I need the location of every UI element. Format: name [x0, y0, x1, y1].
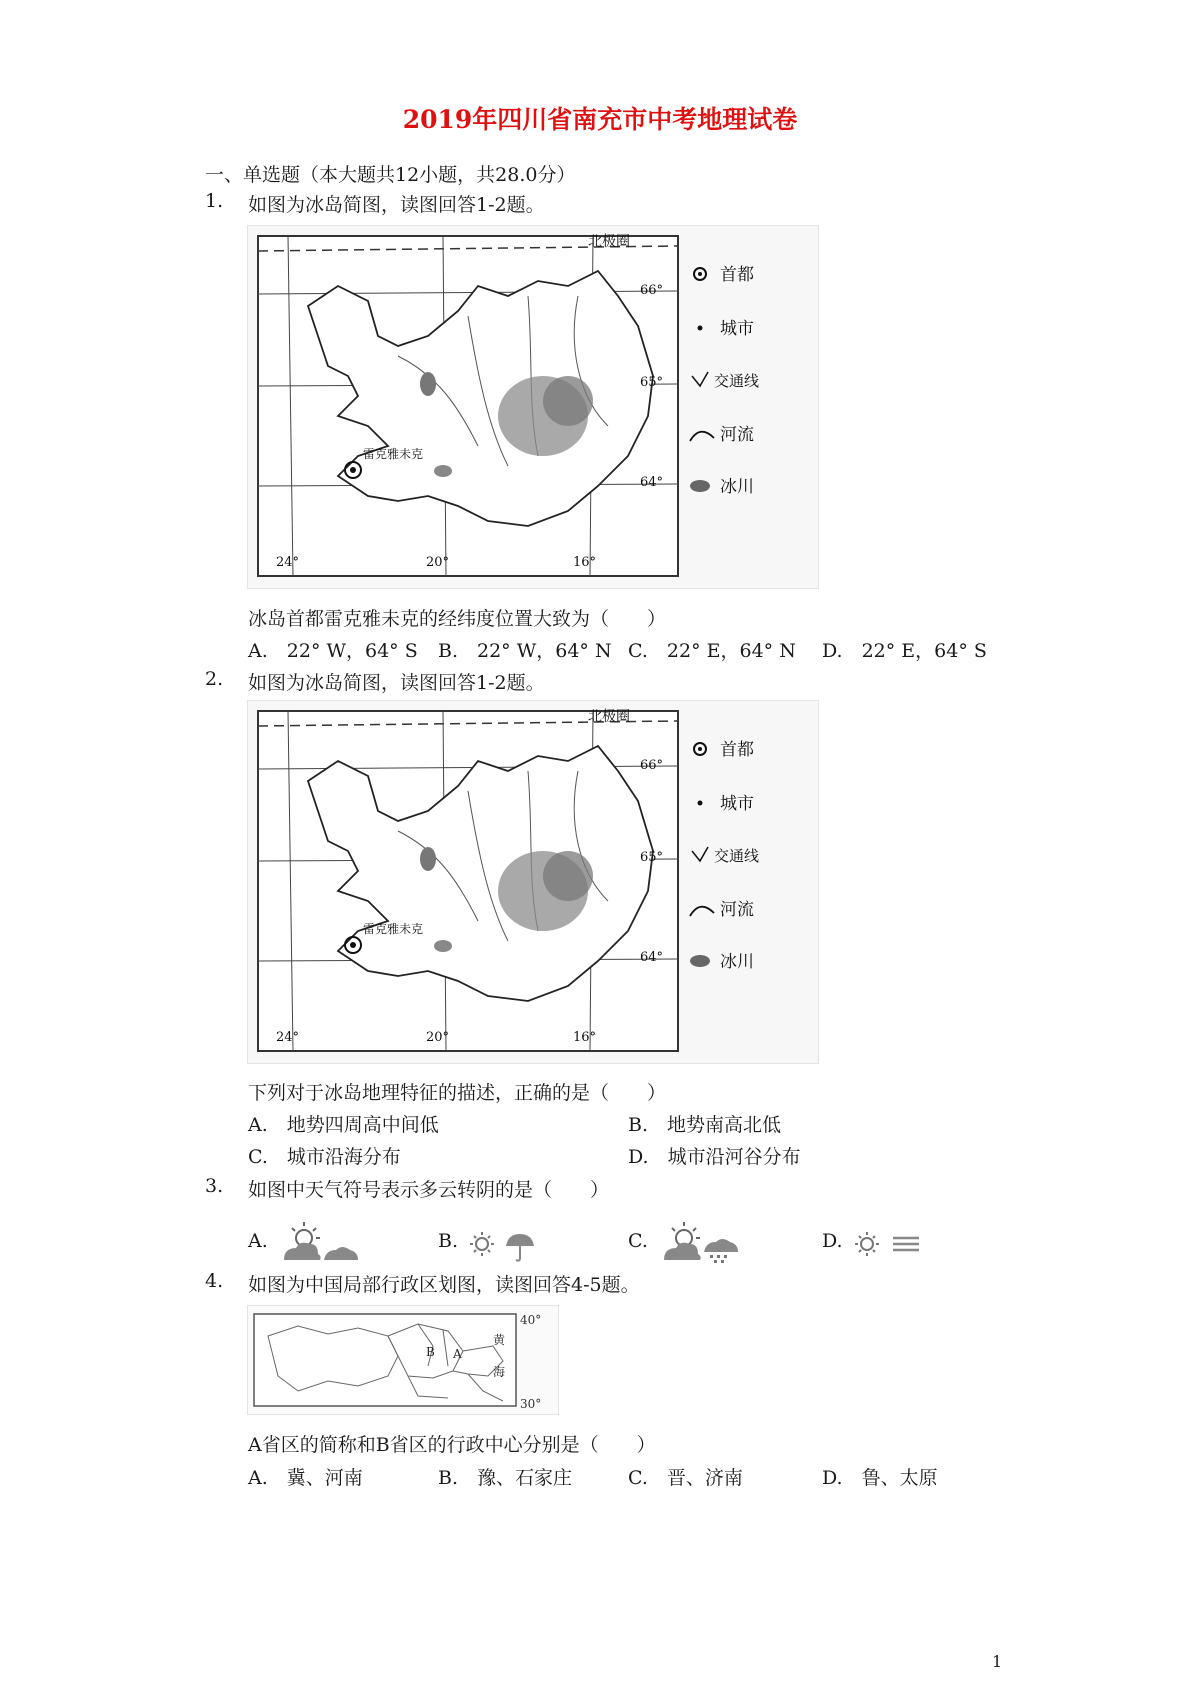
q3-option-d-label: D. — [822, 1230, 843, 1252]
q1-option-c: C. 22° E，64° N — [628, 640, 796, 662]
legend-river-icon — [690, 432, 714, 441]
arctic-circle-label: 北极圈 — [588, 709, 630, 725]
legend-river: 河流 — [720, 900, 754, 920]
lat-label-64: 64° — [640, 950, 664, 965]
lon-label-24: 24° — [276, 555, 300, 570]
question-2-number: 2. — [205, 668, 224, 690]
sunny-to-fog-icon — [849, 1220, 929, 1264]
china-region-map-drawing — [248, 1306, 558, 1414]
iceland-map-1 — [247, 225, 819, 589]
legend-river-icon — [690, 907, 714, 916]
lon-label-16: 16° — [573, 1030, 597, 1045]
iceland-map-2-drawing — [248, 701, 818, 1063]
q2-option-c: C. 城市沿海分布 — [248, 1146, 401, 1168]
region-b-label: B — [426, 1345, 435, 1359]
lat-label-65: 65° — [640, 375, 664, 390]
legend-glacier-icon — [690, 480, 710, 492]
q3-option-a — [248, 1220, 364, 1264]
lat-label-66: 66° — [640, 283, 664, 298]
iceland-map-1-drawing — [248, 226, 818, 588]
q1-option-a: A. 22° W，64° S — [248, 640, 418, 662]
legend-transport: 交通线 — [714, 847, 760, 865]
legend-glacier-icon — [690, 955, 710, 967]
lon-label-16: 16° — [573, 555, 597, 570]
iceland-map-2 — [247, 700, 819, 1064]
q3-option-b-label: B. — [438, 1230, 459, 1252]
legend-city-icon — [698, 801, 703, 806]
capital-label: 雷克雅未克 — [363, 922, 424, 936]
q2-option-a: A. 地势四周高中间低 — [248, 1114, 439, 1136]
question-3-text: 如图中天气符号表示多云转阴的是（ ） — [248, 1179, 610, 1201]
q3-option-d — [822, 1220, 929, 1264]
q4-option-d: D. 鲁、太原 — [822, 1467, 938, 1489]
q3-option-a-label: A. — [248, 1230, 268, 1252]
legend-transport-icon — [692, 847, 708, 861]
q1-option-b: B. 22° W，64° N — [438, 640, 612, 662]
q4-option-a: A. 冀、河南 — [248, 1467, 363, 1489]
question-2-prompt: 下列对于冰岛地理特征的描述，正确的是（ ） — [248, 1082, 667, 1104]
sunny-to-rain-icon — [464, 1220, 544, 1264]
region-a-label: A — [453, 1347, 462, 1361]
legend-capital: 首都 — [720, 265, 754, 285]
question-2-text: 如图为冰岛简图，读图回答1-2题。 — [248, 672, 545, 694]
page-title: 2019年四川省南充市中考地理试卷 — [402, 105, 798, 134]
question-4-number: 4. — [205, 1270, 224, 1292]
q4-option-c: C. 晋、济南 — [628, 1467, 743, 1489]
legend-transport-icon — [692, 372, 708, 386]
legend-capital: 首都 — [720, 740, 754, 760]
q3-option-c — [628, 1220, 744, 1264]
lat-label-66: 66° — [640, 758, 664, 773]
lon-label-20: 20° — [426, 555, 450, 570]
lon-label-24: 24° — [276, 1030, 300, 1045]
yellow-sea-label-2: 海 — [493, 1365, 506, 1379]
legend-city: 城市 — [720, 319, 754, 339]
q3-option-c-label: C. — [628, 1230, 648, 1252]
china-region-map — [247, 1305, 559, 1415]
legend-transport: 交通线 — [714, 372, 760, 390]
q3-option-b — [438, 1220, 544, 1264]
legend-glacier: 冰川 — [720, 952, 754, 972]
legend-city-icon — [698, 326, 703, 331]
q1-option-d: D. 22° E，64° S — [822, 640, 987, 662]
q2-option-d: D. 城市沿河谷分布 — [628, 1146, 801, 1168]
question-4-text: 如图为中国局部行政区划图，读图回答4-5题。 — [248, 1274, 640, 1296]
arctic-circle-label: 北极圈 — [588, 234, 630, 250]
lat-label-40: 40° — [520, 1313, 542, 1327]
yellow-sea-label-1: 黄 — [493, 1333, 506, 1347]
legend-river: 河流 — [720, 425, 754, 445]
partly-cloudy-to-snow-icon — [654, 1220, 744, 1264]
page-number: 1 — [992, 1652, 1003, 1671]
question-1-prompt: 冰岛首都雷克雅未克的经纬度位置大致为（ ） — [248, 608, 667, 630]
lat-label-65: 65° — [640, 850, 664, 865]
q2-option-b: B. 地势南高北低 — [628, 1114, 782, 1136]
capital-label: 雷克雅未克 — [363, 447, 424, 461]
question-4-prompt: A省区的简称和B省区的行政中心分别是（ ） — [248, 1434, 656, 1456]
question-1-text: 如图为冰岛简图，读图回答1-2题。 — [248, 194, 545, 216]
question-1-number: 1. — [205, 190, 224, 212]
legend-city: 城市 — [720, 794, 754, 814]
partly-cloudy-to-overcast-icon — [274, 1220, 364, 1264]
lat-label-64: 64° — [640, 475, 664, 490]
legend-glacier: 冰川 — [720, 477, 754, 497]
lon-label-20: 20° — [426, 1030, 450, 1045]
section-heading: 一、单选题（本大题共12小题，共28.0分） — [205, 164, 576, 186]
q4-option-b: B. 豫、石家庄 — [438, 1467, 573, 1489]
question-3-number: 3. — [205, 1175, 224, 1197]
lat-label-30: 30° — [520, 1397, 542, 1411]
